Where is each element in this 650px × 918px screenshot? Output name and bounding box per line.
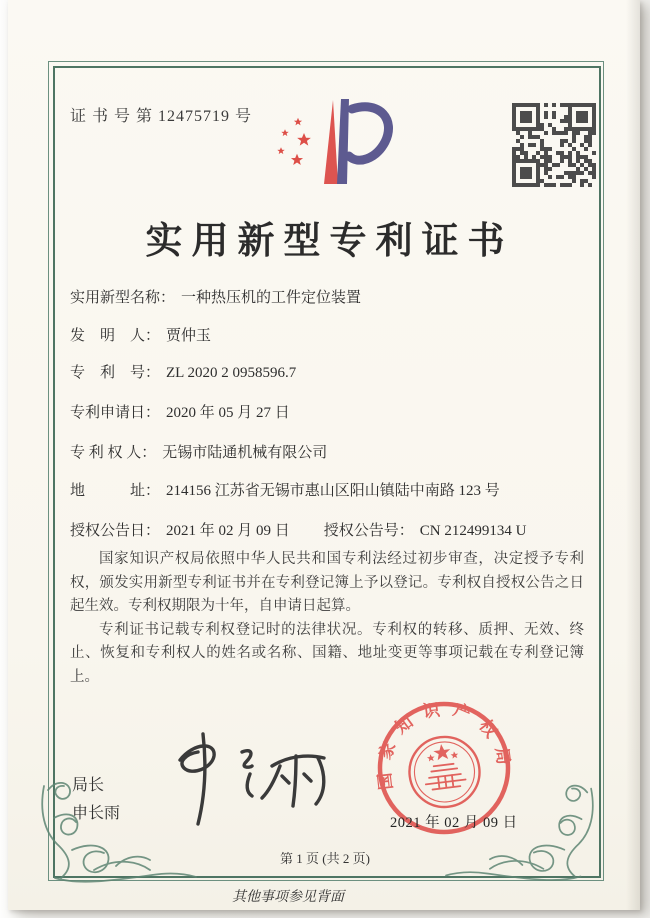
field-row-patentee xyxy=(70,441,327,462)
field-value: CN 212499134 U xyxy=(419,523,527,539)
qr-code xyxy=(512,103,596,187)
director-block xyxy=(72,772,120,828)
field-value: 2021 年 02 月 09 日 xyxy=(166,523,290,539)
director-name: 申长雨 xyxy=(72,805,121,822)
director-title: 局长 xyxy=(72,777,105,794)
seal-date: 2021 年 02 月 09 日 xyxy=(390,815,518,831)
seal-emblem-icon xyxy=(405,733,483,811)
logo-p-bowl-icon xyxy=(349,107,389,160)
field-label: 授权公告号： xyxy=(323,523,414,539)
director-signature xyxy=(154,726,334,834)
back-note: 其他事项参见背面 xyxy=(232,890,344,905)
certificate-title: 实用新型专利证书 xyxy=(145,221,514,262)
field-row-invention-name xyxy=(70,286,361,307)
field-label: 专 利 权 人： xyxy=(70,445,157,461)
certificate-paper xyxy=(8,0,640,910)
field-value: 一种热压机的工件定位装置 xyxy=(181,290,362,306)
field-value: ZL 2020 2 0958596.7 xyxy=(166,365,297,381)
field-label: 授权公告日： xyxy=(70,523,161,539)
field-label: 发 明 人： xyxy=(70,328,161,344)
field-value: 214156 江苏省无锡市惠山区阳山镇陆中南路 123 号 xyxy=(166,483,500,499)
field-value: 贾仲玉 xyxy=(166,328,212,344)
seal-text: 国家知识产权局 xyxy=(374,699,515,791)
logo-pen-nib-icon xyxy=(324,100,338,184)
field-label: 专利申请日： xyxy=(70,405,161,421)
qr-module xyxy=(592,183,596,187)
legal-paragraph-2: 专利证书记载专利权登记时的法律状况。专利权的转移、质押、无效、终止、恢复和专利权人的姓名或名称、国籍、地址变更等事项记载在专利登记簿上。 xyxy=(70,621,584,685)
logo-stars-icon xyxy=(277,118,311,165)
field-value: 无锡市陆通机械有限公司 xyxy=(162,445,328,461)
field-row-patent-number xyxy=(70,361,296,382)
logo-p-stem-icon xyxy=(337,99,349,184)
certificate-number: 证 书 号 第 12475719 号 xyxy=(70,108,253,125)
legal-paragraph-1: 国家知识产权局依照中华人民共和国专利法经过初步审查，决定授予专利权，颁发实用新型专利证书并在专利登记簿上予以登记。专利权自授权公告之日起生效。专利权期限为十年，自申请日起算。 xyxy=(70,551,584,615)
field-label: 实用新型名称： xyxy=(70,290,176,306)
cnipa-logo-icon xyxy=(264,96,414,191)
legal-text xyxy=(70,548,584,690)
field-label: 地 址： xyxy=(70,483,161,499)
field-value: 2020 年 05 月 27 日 xyxy=(166,405,290,421)
field-row-inventor xyxy=(70,324,211,345)
page-number: 第 1 页 (共 2 页) xyxy=(280,851,370,866)
field-row-filing-date xyxy=(70,401,290,422)
field-row-address xyxy=(70,479,500,500)
field-row-grant-date xyxy=(70,519,526,540)
field-label: 专 利 号： xyxy=(70,365,161,381)
